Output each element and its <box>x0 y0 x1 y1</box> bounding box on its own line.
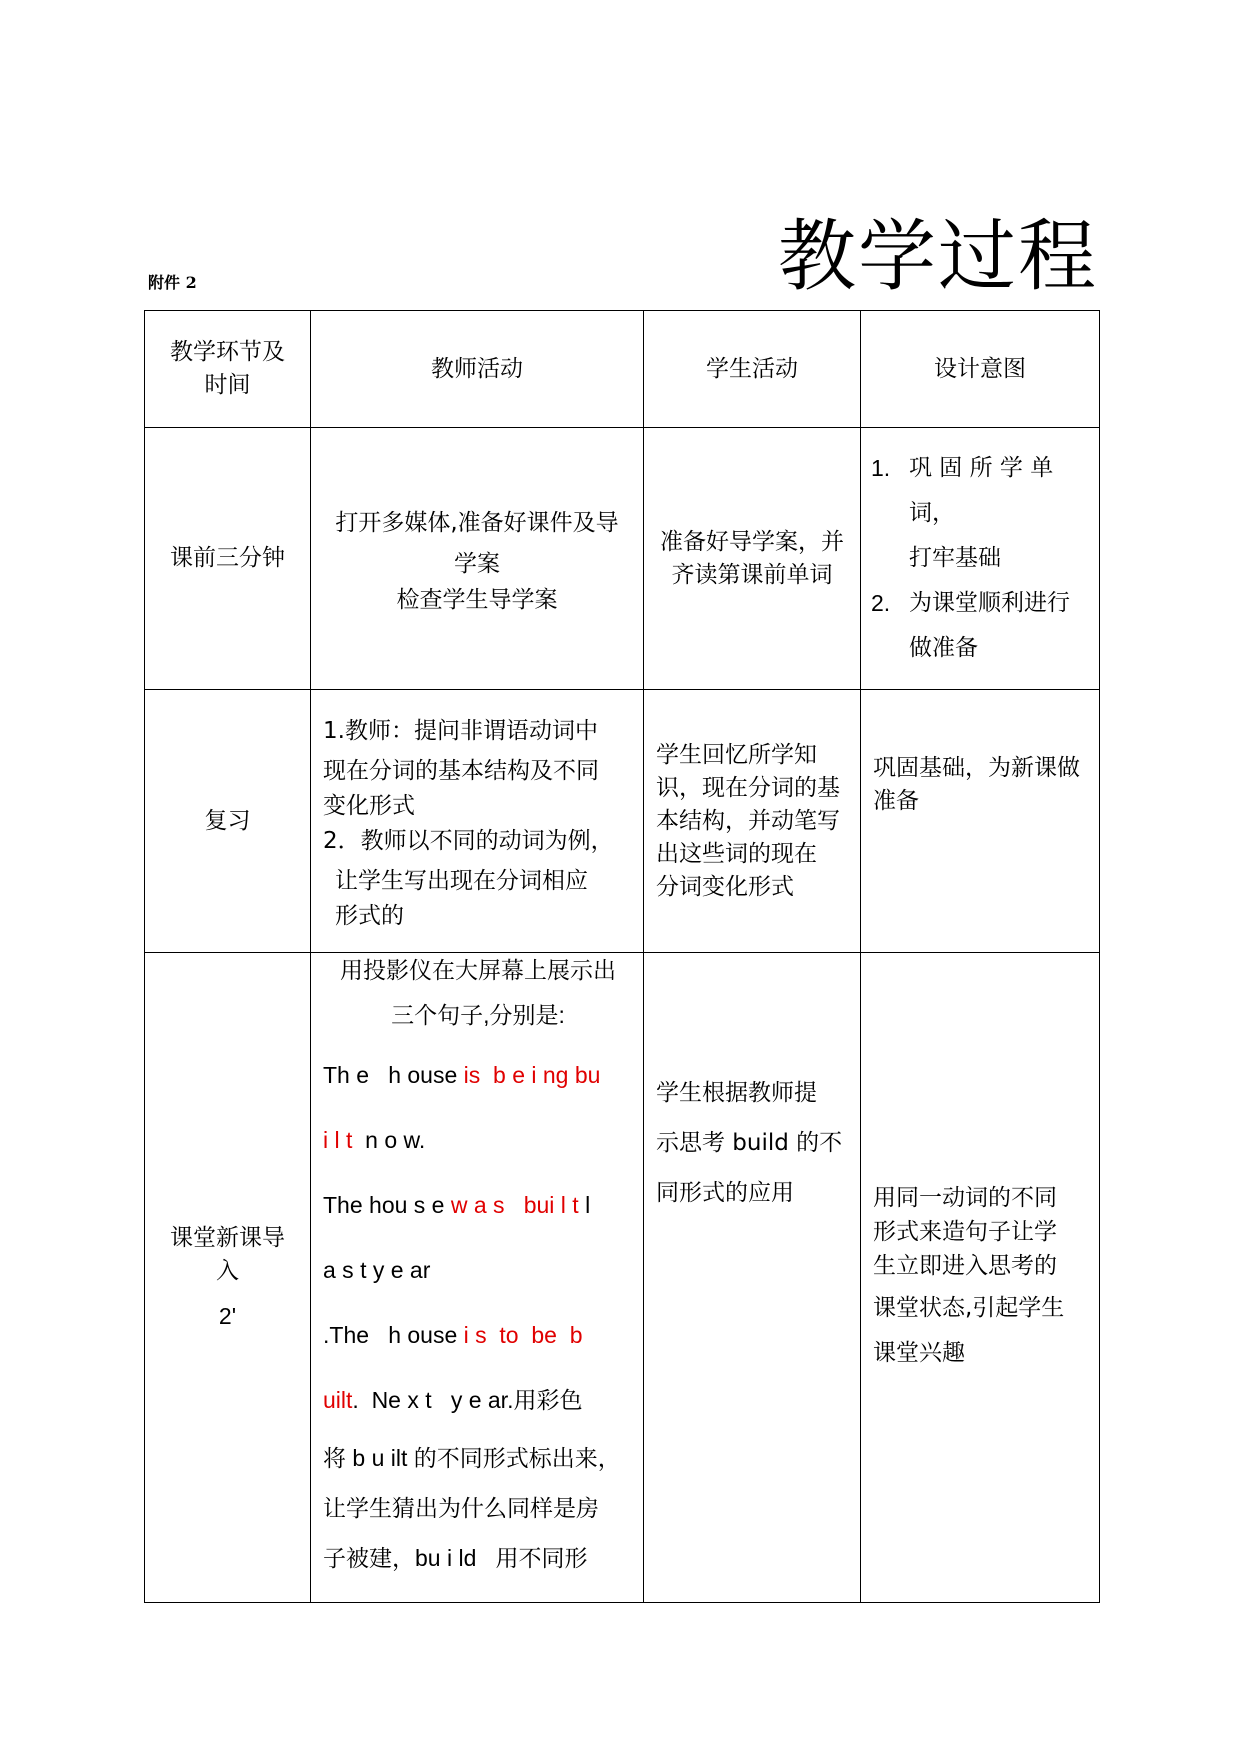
teacher-line: 2．教师以不同的动词为例， <box>323 828 614 854</box>
student-line: 示思考 build 的不 <box>656 1130 843 1156</box>
student-line: 本结构，并动笔写 <box>656 807 840 834</box>
student-cell <box>644 953 861 1603</box>
teacher-line: 打开多媒体,准备好课件及导 <box>335 509 619 536</box>
intent-line: 准备 <box>873 788 919 814</box>
table-row <box>145 690 1100 953</box>
intent-line: 巩固基础，为新课做 <box>873 755 1080 781</box>
highlight-verb: is b e i ng bu <box>463 1062 601 1088</box>
teacher-line: 让学生猜出为什么同样是房 <box>323 1495 599 1521</box>
intent-line: 为课堂顺利进行 <box>909 590 1070 616</box>
teacher-line: 让学生写出现在分词相应 <box>335 868 588 894</box>
stage-line: 课堂新课导 <box>170 1225 285 1251</box>
example-sentence-2-cont: a s t y e ar <box>323 1257 431 1283</box>
header-stage-line2: 时间 <box>204 372 251 398</box>
student-line: 学生回忆所学知 <box>656 741 817 768</box>
item-number: 2. <box>871 590 891 616</box>
table-row <box>145 428 1100 690</box>
teacher-line: 1.教师：提问非谓语动词中 <box>323 718 598 744</box>
intent-text <box>909 446 1099 581</box>
highlight-verb: i s to be b <box>463 1322 583 1348</box>
intent-item <box>861 581 1099 671</box>
stage-cell: 课前三分钟 <box>145 428 311 690</box>
intent-cell <box>861 690 1100 953</box>
example-sentence-2 <box>323 1173 633 1238</box>
student-line: 识，现在分词的基 <box>656 774 840 801</box>
teacher-line: 形式的 <box>335 903 404 929</box>
example-sentence-1-cont <box>323 1108 633 1173</box>
highlight-verb: i l t <box>323 1127 353 1153</box>
sentence-text: .The h ouse <box>323 1322 464 1348</box>
example-sentence-3-cont <box>323 1368 633 1433</box>
table-row <box>145 953 1100 1603</box>
student-cell <box>644 428 861 690</box>
intent-lines <box>861 953 1099 1373</box>
highlight-verb: uilt <box>323 1387 353 1413</box>
student-cell <box>644 690 861 953</box>
teacher-line: 子被建，bu i ld 用不同形 <box>323 1545 588 1571</box>
example-sentence-1 <box>323 1043 633 1108</box>
student-line: 准备好导学案，并 <box>660 528 844 555</box>
teacher-line: 三个句子,分别是: <box>391 1002 565 1028</box>
stage-time: 2' <box>218 1303 237 1329</box>
intent-line: 课堂状态,引起学生 <box>873 1295 1065 1321</box>
intent-line: 用同一动词的不同 <box>873 1185 1057 1211</box>
intent-line: 打牢基础 <box>909 545 1001 571</box>
attachment-label: 附件 2 <box>148 273 197 292</box>
sentence-text: The hou s e <box>323 1192 451 1218</box>
sentence-text: l <box>578 1192 591 1218</box>
header-row <box>145 311 1100 428</box>
header-stage-line1: 教学环节及 <box>170 339 285 365</box>
intent-line: 做准备 <box>909 635 978 661</box>
student-line: 齐读第课前单词 <box>671 561 833 588</box>
sentence-text: Th e h ouse <box>323 1062 464 1088</box>
teacher-lines <box>311 953 643 1583</box>
student-line: 分词变化形式 <box>656 873 794 900</box>
teacher-line: 用投影仪在大屏幕上展示出 <box>340 957 616 983</box>
intent-line: 形式来造句子让学 <box>873 1219 1057 1245</box>
highlight-verb: w a s bui l t <box>450 1192 579 1218</box>
intent-cell <box>861 953 1100 1603</box>
teacher-line: 学案 <box>454 550 500 577</box>
header-teacher: 教师活动 <box>311 311 644 428</box>
intent-text <box>909 581 1070 671</box>
teacher-line: 变化形式 <box>323 793 415 819</box>
item-number: 1. <box>871 455 891 481</box>
header-stage <box>145 311 311 428</box>
student-lines <box>644 739 860 904</box>
header-student: 学生活动 <box>644 311 861 428</box>
intent-line: 生立即进入思考的 <box>873 1253 1057 1279</box>
teacher-cell <box>311 690 644 953</box>
teacher-cell <box>311 953 644 1603</box>
sentence-text: n o w. <box>352 1127 426 1153</box>
stage-cell: 复习 <box>145 690 311 953</box>
intent-lines <box>861 690 1099 818</box>
intent-line: 课堂兴趣 <box>873 1340 965 1366</box>
student-line: 学生根据教师提 <box>656 1080 817 1106</box>
intent-item <box>861 446 1099 581</box>
header-intent: 设计意图 <box>861 311 1100 428</box>
page-title: 教学过程 <box>778 212 1099 302</box>
student-lines <box>644 953 860 1218</box>
lesson-table <box>144 310 1100 1603</box>
student-line: 同形式的应用 <box>656 1180 794 1206</box>
sentence-text: . Ne x t y e ar.用彩色 <box>352 1387 583 1413</box>
student-line: 出这些词的现在 <box>656 840 817 867</box>
teacher-lines <box>311 711 643 931</box>
teacher-cell <box>311 428 644 690</box>
teacher-line: 检查学生导学案 <box>396 586 558 613</box>
intent-cell <box>861 428 1100 690</box>
stage-cell <box>145 953 311 1603</box>
example-sentence-3 <box>323 1303 633 1368</box>
intent-line: 巩 固 所 学 单 词， <box>909 455 1054 526</box>
stage-line: 入 <box>216 1258 239 1284</box>
teacher-line: 现在分词的基本结构及不同 <box>323 758 599 784</box>
teacher-line: 将 b u ilt 的不同形式标出来， <box>323 1445 621 1471</box>
